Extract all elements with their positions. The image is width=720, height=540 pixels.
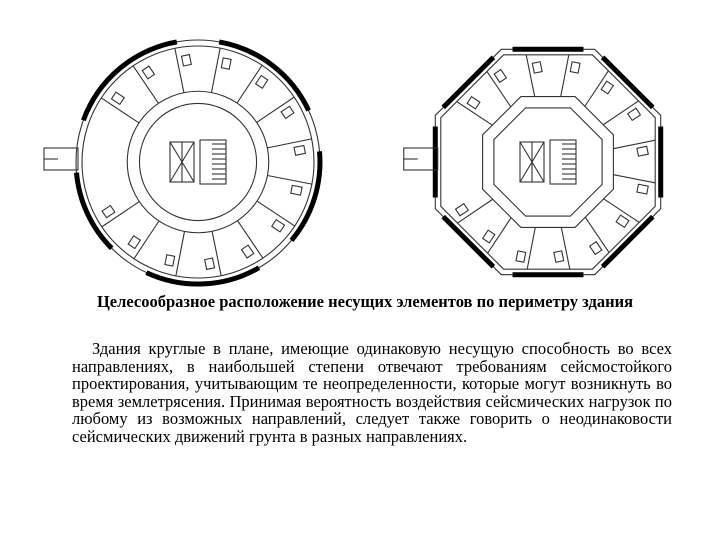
load-bearing-wall: [603, 57, 653, 107]
room-fixture: [242, 245, 254, 258]
room-fixture: [102, 206, 115, 218]
partition-wall: [212, 48, 221, 92]
corridor-ring: [483, 97, 614, 228]
partition-wall: [585, 71, 609, 107]
partition-wall: [134, 221, 159, 259]
partition-wall: [238, 221, 263, 259]
paragraph-text: Здания круглые в плане, имеющие одинаковую несущую способность во всех направлениях, в наибольшей степени отвечают требованиям сейсмостойкого проектирования, учитывающим те неопределенности, которые могут возникнуть во время землетрясения. Принимая вероятность воздействия сейсмических нагрузок по любому из возможных направлений, следует также говорить о неодинаковости сейсмических движений грунта в разных направлениях.: [72, 339, 672, 446]
partition-wall: [133, 66, 158, 104]
room-fixture: [494, 70, 506, 83]
room-fixture: [294, 145, 305, 155]
room-fixture: [628, 108, 641, 120]
body-paragraph: [72, 340, 672, 445]
partition-wall: [257, 201, 295, 226]
room-fixture: [637, 146, 648, 156]
partition-wall: [175, 48, 184, 92]
room-fixture: [637, 184, 648, 194]
partition-wall: [101, 98, 139, 123]
room-fixture: [281, 106, 294, 118]
load-bearing-wall: [83, 42, 176, 120]
load-bearing-wall: [443, 217, 493, 267]
corridor-ring: [494, 108, 602, 216]
room-fixture: [291, 185, 302, 195]
partition-wall: [457, 102, 493, 126]
room-fixture: [142, 66, 154, 79]
partition-wall: [604, 199, 640, 223]
room-fixture: [601, 81, 613, 94]
room-fixture: [616, 215, 629, 227]
room-fixture: [467, 97, 480, 109]
room-fixture: [554, 251, 564, 262]
room-fixture: [256, 75, 268, 88]
load-bearing-wall: [146, 268, 259, 284]
partition-wall: [267, 139, 311, 148]
partition-wall: [457, 199, 492, 223]
corridor-ring: [139, 103, 256, 220]
partition-wall: [561, 227, 570, 269]
room-fixture: [483, 230, 495, 243]
room-fixture: [111, 92, 124, 104]
room-fixture: [272, 220, 285, 232]
room-fixture: [128, 236, 140, 249]
load-bearing-wall: [443, 57, 493, 107]
load-bearing-wall: [292, 151, 320, 240]
figure-caption: Целесообразное расположение несущих элементов по периметру здания: [96, 292, 634, 311]
load-bearing-wall: [77, 173, 112, 249]
round-building-plan: [44, 40, 320, 284]
partition-wall: [613, 175, 655, 183]
partition-wall: [603, 101, 638, 125]
corridor-ring: [127, 91, 269, 233]
room-fixture: [570, 62, 580, 73]
room-fixture: [181, 55, 191, 66]
room-fixture: [590, 242, 602, 255]
room-fixture: [165, 255, 175, 266]
perimeter-inner-line: [82, 46, 314, 278]
stair-core: [200, 140, 226, 184]
partition-wall: [176, 231, 185, 275]
partition-wall: [561, 55, 569, 97]
partition-wall: [488, 218, 512, 254]
perimeter-inner-line: [441, 55, 655, 269]
partition-wall: [267, 176, 311, 185]
partition-wall: [257, 97, 295, 122]
partition-wall: [613, 140, 655, 149]
octagonal-building-plan: [404, 49, 661, 274]
partition-wall: [487, 71, 511, 106]
room-fixture: [205, 258, 215, 269]
stair-core: [550, 140, 576, 184]
room-fixture: [516, 251, 526, 262]
room-fixture: [456, 204, 469, 216]
load-bearing-wall: [603, 217, 653, 267]
partition-wall: [526, 55, 535, 97]
partition-wall: [237, 65, 262, 103]
partition-wall: [212, 231, 221, 275]
room-fixture: [532, 62, 542, 73]
partition-wall: [585, 217, 609, 252]
room-fixture: [221, 58, 231, 69]
partition-wall: [102, 202, 140, 227]
partition-wall: [527, 227, 535, 269]
